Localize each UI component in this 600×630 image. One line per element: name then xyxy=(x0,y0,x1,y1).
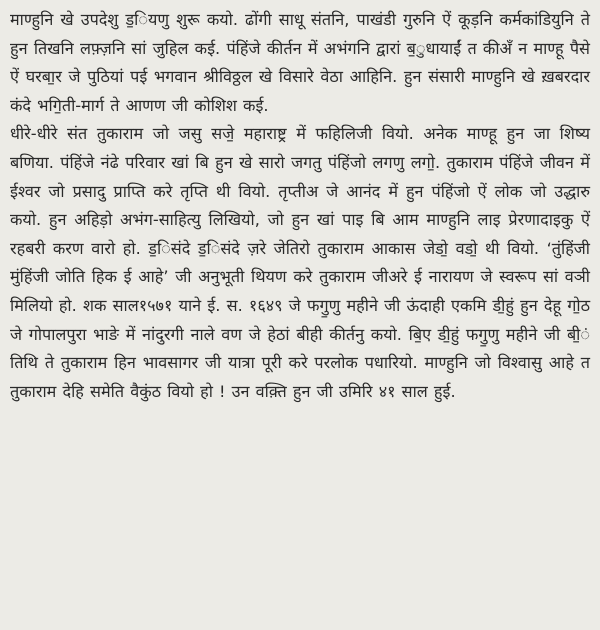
paragraph-1: माण्हुनि खे उपदेशु ड॒ियणु शुरू कयो. ढोंगी साधू संतनि, पाखंडी गुरुनि ऐं कूड़नि कर्मकांडियुनि ते हुन तिखनि लफ़्ज़नि सां जुहिल कई. पंहिंजे कीर्तन में अभंगनि द्वारां ब॒ुधायाईं त कीअँ न माण्हू पैसे ऐं घरबा॒र जे पुठियां पई भगवान श्रीविठ्ठल खे विसारे वेठा आहिनि. हुन संसारी माण्हुनि खे ख़बरदार कंदे भगि॒ती-मार्ग ते आणण जी कोशिश कई. xyxy=(10,10,590,115)
paragraph-2: धीरे-धीरे संत तुकाराम जो जसु सजे॒ महाराष्ट्र में फहिलिजी वियो. अनेक माण्हू हुन जा शिष्य बणिया. पंहिंजे नंढे परिवार खां बि हुन खे सारो जगतु पंहिंजो लगणु लगो॒. तुकाराम पंहिंजे जीवन में ईश्वर जो प्रसादु प्राप्ति करे तृप्ति थी वियो. तृप्तीअ जे आनंद में हुन पंहिंजो ऐं लोक जो उद्धारु कयो. हुन अहिड़ो अभंग-साहित्यु लिखियो, जो हुन खां पाइ बि आम माण्हुनि लाइ प्रेरणादाइकु ऐं रहबरी करण वारो हो. ड॒िसंदे ड॒िसंदे ज़रे जेतिरो तुकाराम आकास जेडो॒ वडो॒ थी वियो. ‘तुंहिंजी मुंहिंजी जोति हिक ई आहे’ जी अनुभूती थियण करे तुकाराम जीअरे ई नारायण जे स्वरूप सां वञी मिलियो हो. शक साल१५७१ याने ई. स. १६४९ जे फगु॒णु महीने जी ऊंदाही एकमि डी॒हुं हुन देहू गो॒ठ जे गोपालपुरा भाङे में नांदुरगी नाले वण जे हेठां बीही कीर्तनु कयो. बि॒ए डी॒हुं फगु॒णु महीने जी बी॒ं तिथि ते तुकाराम हिन भावसागर जी यात्रा पूरी करे परलोक पधारियो. माण्हुनि जो विश्वासु आहे त तुकाराम देहि समेति वैकुंठ वियो हो ! उन वक़्ति हुन जी उमिरि ४१ साल हुई. xyxy=(10,124,590,401)
